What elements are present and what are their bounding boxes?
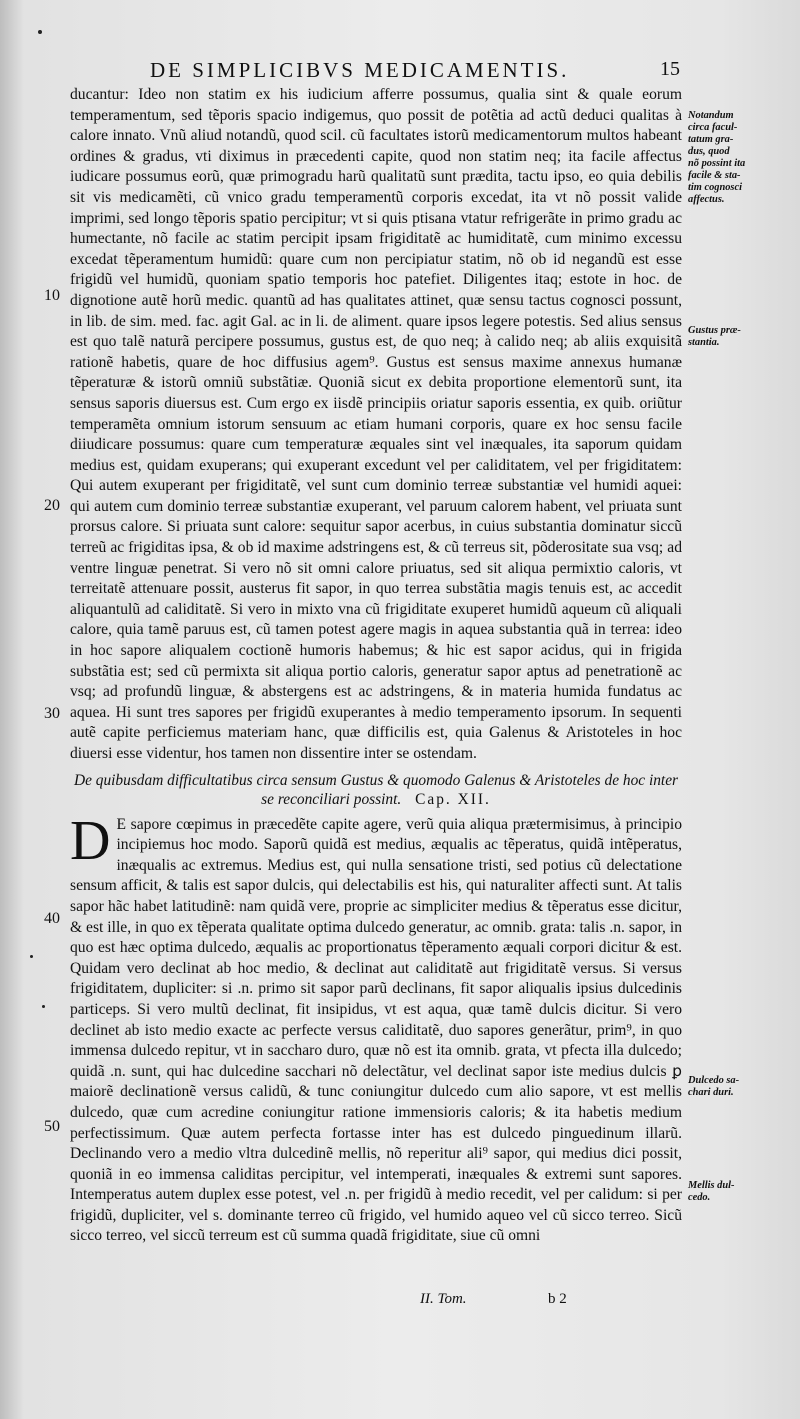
ink-speck — [42, 1005, 45, 1008]
footer-signature: b 2 — [548, 1291, 567, 1307]
sidenote-line: tatum gra- — [688, 134, 734, 145]
sidenote-line: tim cognosci — [688, 182, 742, 193]
drop-cap: D — [70, 809, 111, 872]
page-footer — [0, 1291, 800, 1313]
sidenote-line: stantia. — [688, 337, 720, 348]
line-number: 10 — [44, 287, 60, 304]
sidenote-mellis — [688, 1180, 796, 1204]
ink-speck — [38, 30, 42, 34]
paragraph — [70, 85, 682, 765]
sidenote-line: Gustus prӕ- — [688, 325, 741, 336]
sidenote-line: cedo. — [688, 1192, 711, 1203]
running-head: DE SIMPLICIBVS MEDICAMENTIS. — [150, 58, 570, 82]
chapter-heading — [70, 771, 682, 809]
sidenote-line: Mellis dul- — [688, 1180, 735, 1191]
line-number: 50 — [44, 1118, 60, 1135]
sidenote-gustus — [688, 325, 796, 349]
chapter-paragraph — [70, 809, 682, 1247]
sidenote-line: chari duri. — [688, 1087, 734, 1098]
page-header — [0, 58, 800, 84]
main-text-block — [70, 85, 682, 1247]
sidenote-dulcedo — [688, 1075, 796, 1099]
sidenote-line: Dulcedo sa- — [688, 1075, 740, 1086]
sidenote-line: dus, quod — [688, 146, 730, 157]
sidenote-line: circa facul- — [688, 122, 738, 133]
sidenote-notandum — [688, 110, 796, 206]
sidenote-line: Notandum — [688, 110, 734, 121]
chapter-title: De quibusdam difficultatibus circa sensum Gustus & quomodo Galenus & Aristoteles de hoc inter se reconciliari possint. — [73, 771, 679, 808]
footer-volume: II. Tom. — [420, 1291, 467, 1307]
chapter-number: Cap. XII. — [415, 790, 491, 808]
line-number: 20 — [44, 497, 60, 514]
paragraph-text: ducantur: Ideo non statim ex his iudicium afferre possumus, qualia sint & quale eorum temperamentum, sed tẽporis spacio indigemus, quo possit de potẽtia ad actũ deduci qualitas à calore innato. Vnũ aliud notandũ, quod scil. cũ facultates istorũ medicamentorum multos habeant ordines & gradus, vti diximus in prӕcedenti capite, quod non statim neq; ita facile affectus iudicare possumus eorũ, quӕ primogradu harũ qualitatũ sunt prӕdita, tactu ipso, eo quia debilis sit vis medicamẽti, cũ vnico gradu temperamentũ corporis excedat, ita vt nõ possit valide imprimi, sed longo tẽporis spatio percipitur; vt si quis ptisana vtatur refrigerãte in primo gradu ac humectante, nõ facile ac statim percipit ipsam frigiditatẽ ac humiditatẽ, cum minimo excessu excedat tẽperamentum humidũ: quare cum non percipiatur statim, nõ ob id negandũ est esse frigidũ vel humidũ, quoniam spatio temporis hoc patefiet. Diligentes itaq; estote in hoc. de dignotione autẽ horũ medic. quantũ ad has qualitates attinet, quӕ sensu tactus cognosci possunt, in lib. de sim. med. fac. agit Gal. ac in li. de aliment. quare ipsos legere potestis. Sed alius sensus est quo talẽ naturã percipere possumus, gustus est, de quo neq; à calido neq; ab aliis exquisitã rationẽ habetis, quare de hoc diffusius agem⁹. Gustus est sensus maxime annexus humanӕ tẽperaturӕ & istorũ omniũ substãtiӕ. Quoniã sicut ex debita proportione elementorũ sunt, ita sensus saporis diuersus est. Cum ergo ex iisdẽ principiis oriatur saporis essentia, ex quib. oriũtur temperamẽta omnium istorum sensuum ac etiam humani corporis, quare ex hoc sensu facile diiudicare possumus: quare cum temperaturӕ ӕquales sint vel inӕquales, ita saporum quidam medius est, quidam exuperans; qui exuperant excedunt vel per caliditatem, vel per frigiditatem: Qui autem exuperant per frigiditatẽ, vel sunt cum dominio terreӕ substantiӕ vel humidi aquei: qui autem cum dominio terreӕ substantiӕ exuperant, vel paruum calorem habent, vel priuata sunt prorsus calore. Si priuata sunt calore: sequitur sapor acerbus, in cuius substantia dominatur siccũ terreũ ac frigiditas ipsa, & ob id maxime adstringens est, & cũ terreus sit, põderositate sua vsq; ad ventre linguӕ penetrat. Si vero nõ sit omni calore priuatus, sed sit aliqua permixtio caloris, vt terreitatẽ attenuare possit, austerus fit sapor, in quo terrea substãtia magis tenuis est, ac accedit aliquantulũ ad caliditatẽ. Si vero in mixto vna cũ frigiditate exuperet humidũ aqueum cũ aliquali calore, quia tamẽ paruus est, cũ tamen potest agere magis in aquea substantia quã in terrea: ideo in hoc sapore aliqualem coctionẽ humoris habemus; & hic est sapor acidus, qui in frigida substãtia est; sed cũ permixta sit aliqua portio caloris, generatur sapor aptus ad penetrationẽ ac vsq; ad profundũ linguӕ, & abstergens est ac adstringens, & in materia humida fundatus ac aquea. Hi sunt tres sapores per frigidũ exuperantes à medio temperamento ipsorum. In sequenti autẽ capite perficiemus materiam hanc, quӕ difficilis est, quia Galenus & Aristoteles in hoc diuersi esse videntur, hos tamen non dissentire inter se ostendam. — [70, 86, 682, 762]
line-number: 30 — [44, 705, 60, 722]
line-number: 40 — [44, 910, 60, 927]
chapter-paragraph-text: E sapore cœpimus in prӕcedẽte capite agere, verũ quia aliqua prӕtermisimus, à principio incipiemus hoc modo. Saporũ quidã est medius, ӕqualis ac tẽperatus, quidã intẽperatus, inӕqualis ac extremus. Medius est, qui nulla sensatione tristi, sed potius cũ delectatione sensum afficit, & talis est sapor dulcis, qui delectabilis est his, qui naturaliter affecti sunt. At talis sapor hãc habet latitudinẽ: nam quidã vere, proprie ac simpliciter medius & tẽperatus esse dicitur, & est ille, in quo ex tẽperata qualitate optima dulcedo generatur, ac omnib. grata: talis .n. sapor, in quo est hӕc optima dulcedo, ӕqualis ac proportionatus tẽperamento ӕquali corpori dicitur & est. Quidam vero declinat ab hoc medio, & declinat aut caliditatẽ aut frigiditatẽ versus. Si versus frigiditatem, dupliciter: si .n. primo sit sapor parũ declinans, fit sapor aliqualis ipsius dulcedinis particeps. Si vero multũ declinat, fit insipidus, vt est aqua, quӕ tamẽ dulcis dicitur. Si vero declinet ab isto medio exacte ac perfecte versus caliditatẽ, duo sapores generãtur, prim⁹, in quo immensa dulcedo repitur, vt in saccharo duro, quӕ nõ est ita omnib. grata, vt pfecta illa dulcedo; quidã .n. sunt, qui hac dulcedine sacchari nõ delectãtur, vel declinat sapor iste medius dulcis ꝑ maiorẽ declinationẽ versus calidũ, & tunc coniungitur dulcedo cum alio sapore, vt est mellis dulcedo, quӕ cum acredine coniungitur ratione immensioris caloris; & ita habetis medium perfectissimum. Quӕ autem perfecta fortasse inter has est dulcedo pinguedinum illarũ. Declinando vero a medio vltra dulcedinẽ mellis, nõ reperitur ali⁹ sapor, qui medius dici possit, quoniã in eo immensa caliditas percipitur, vel intemperati, inӕquales & extremi sunt sapores. Intemperatus autem duplex esse potest, vel .n. per frigidũ à medio recedit, vel per calidum: si per frigidũ, dupliciter, vel s. dominante terreo cũ frigido, vel humido aqueo vel cũ sicco terreo. Sicũ sicco terreo, vel siccũ terreum est cũ summa quadã frigiditate, siue cũ omni — [70, 815, 682, 1245]
ink-speck — [30, 955, 33, 958]
page-number: 15 — [660, 58, 680, 80]
sidenote-line: facile & sta- — [688, 170, 741, 181]
sidenote-line: nõ possint ita — [688, 158, 746, 169]
sidenote-line: affectus. — [688, 194, 725, 205]
